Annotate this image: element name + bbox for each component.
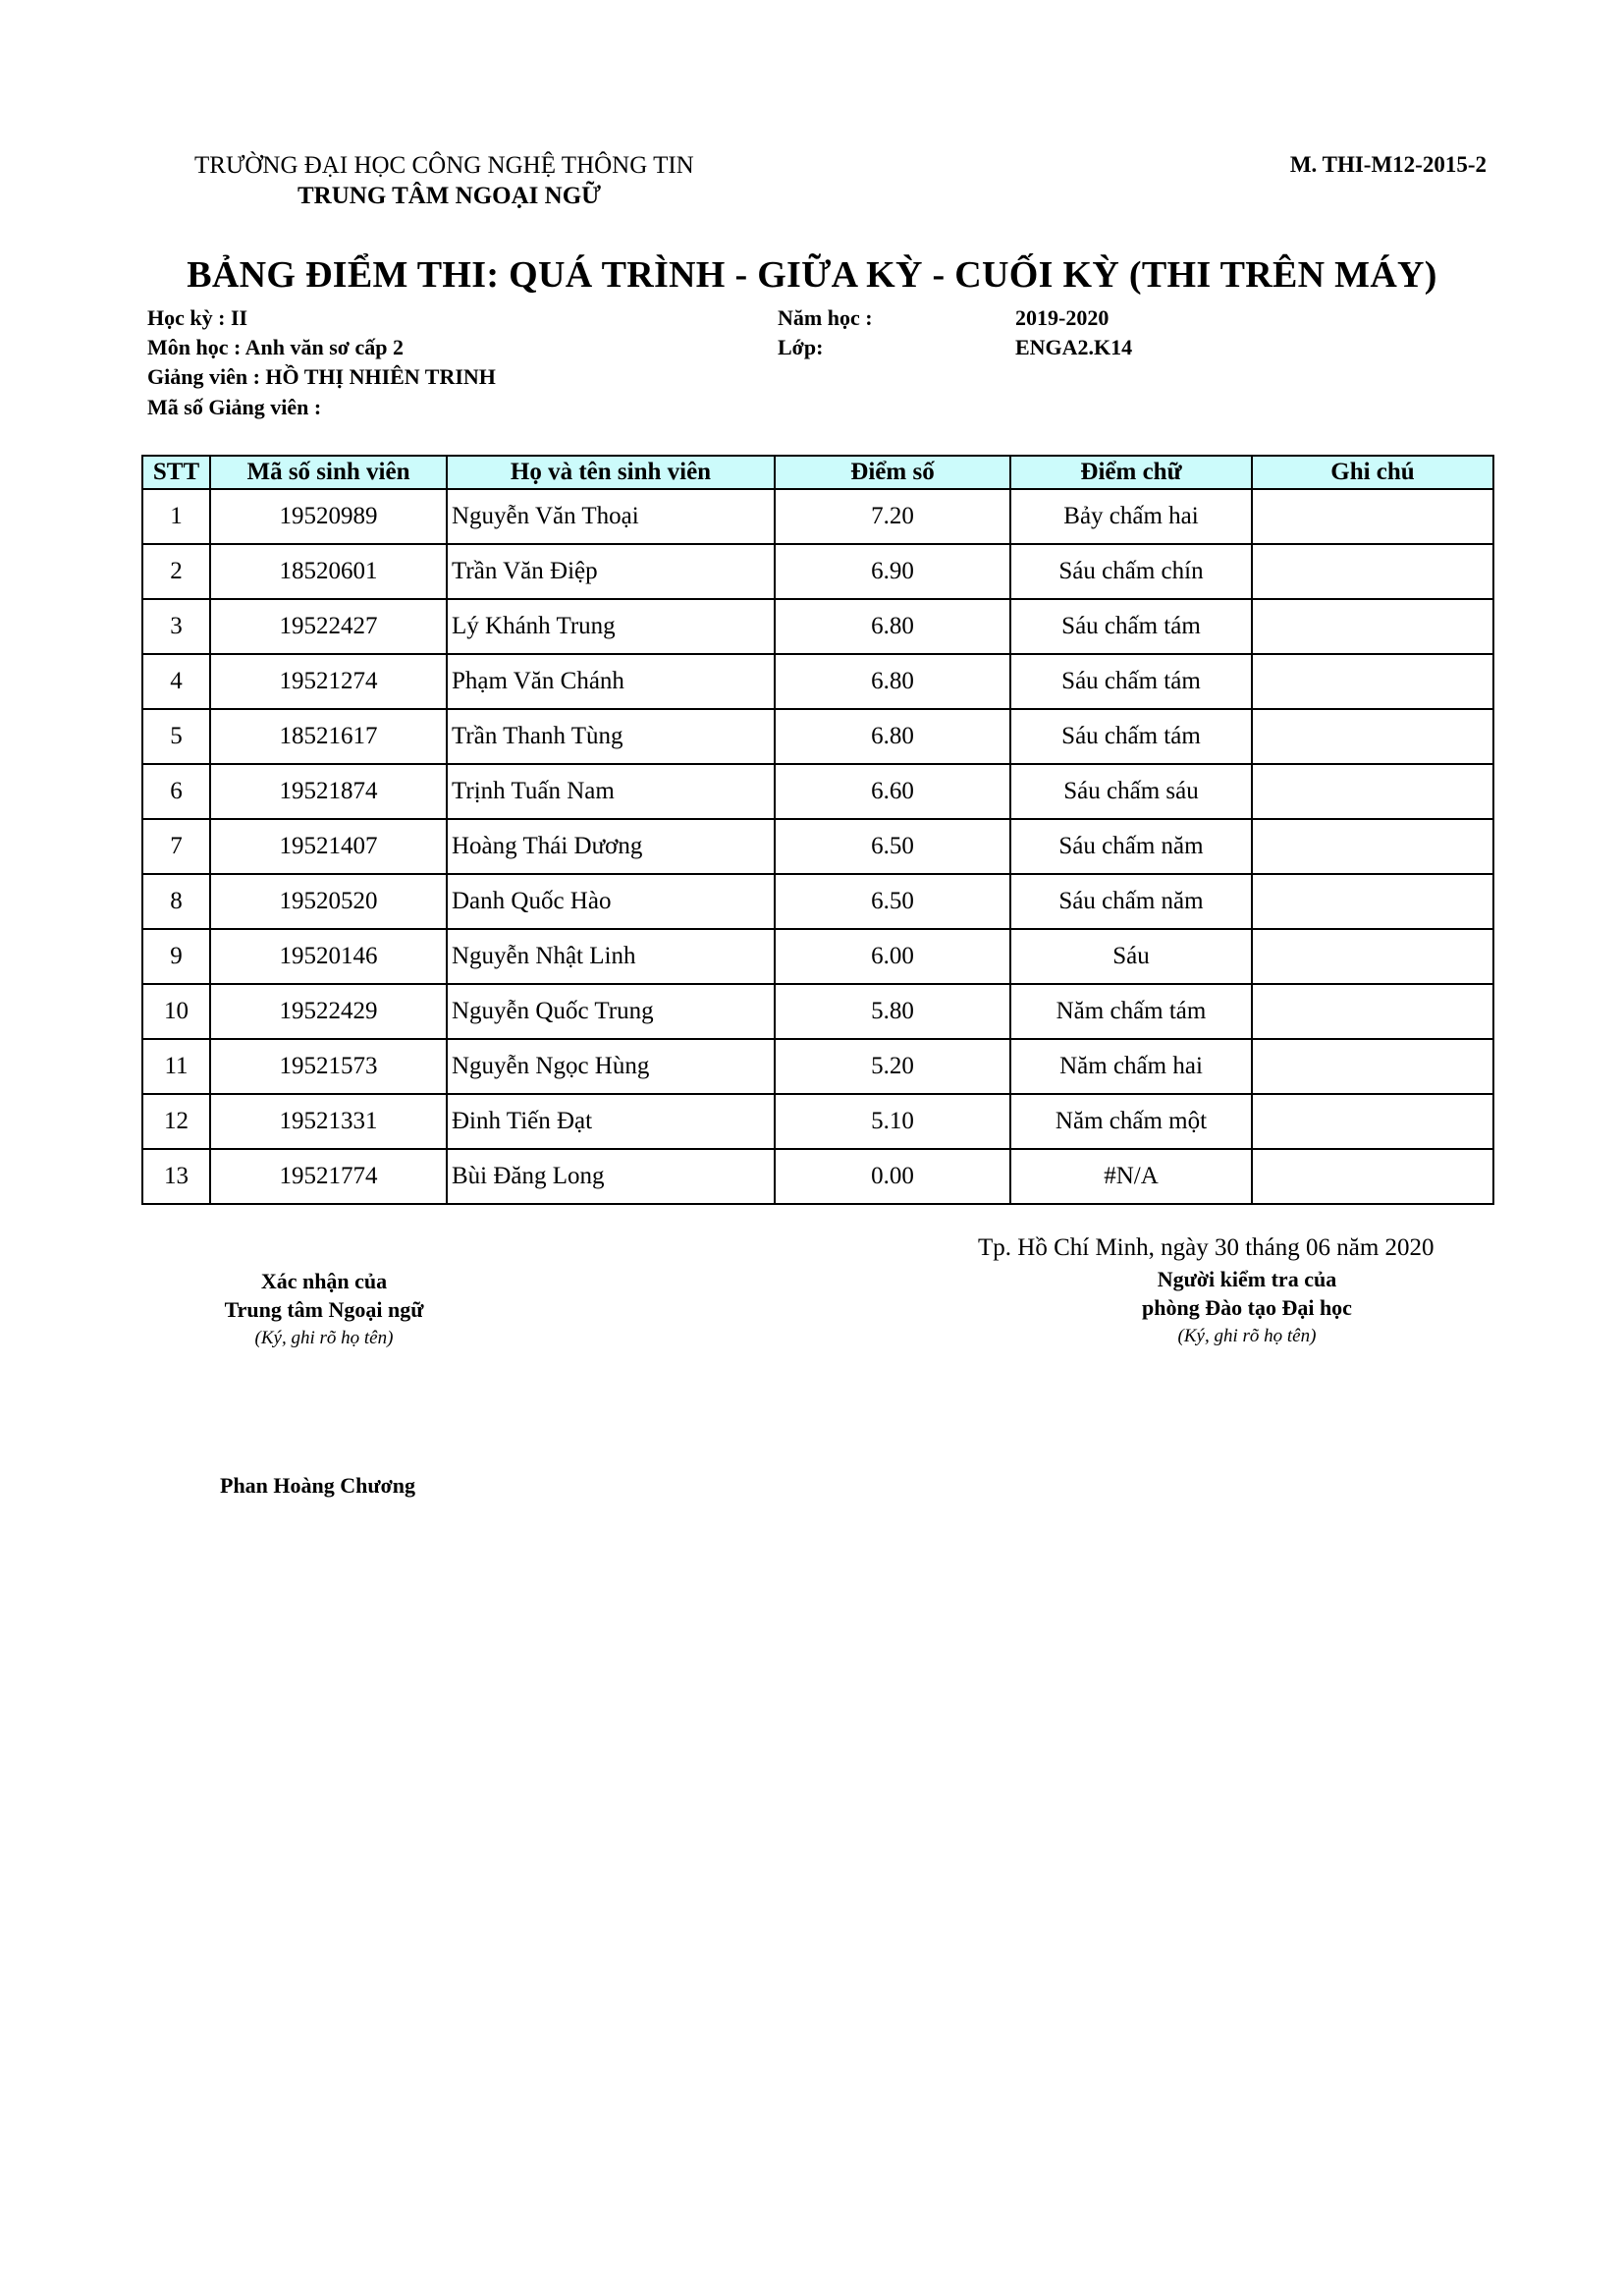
left-signature-block xyxy=(177,1267,471,1352)
lecturer-id: Mã số Giảng viên : xyxy=(147,395,322,419)
cell-stt: 6 xyxy=(142,764,210,819)
header-note: Ghi chú xyxy=(1252,456,1493,489)
left-sig-line2: Trung tâm Ngoại ngữ xyxy=(224,1297,424,1322)
signer-name: Phan Hoàng Chương xyxy=(220,1473,415,1498)
cell-student-id: 19521774 xyxy=(210,1149,447,1204)
table-row xyxy=(142,709,1493,764)
cell-student-name: Hoàng Thái Dương xyxy=(447,819,775,874)
school-name: TRƯỜNG ĐẠI HỌC CÔNG NGHỆ THÔNG TIN xyxy=(194,152,694,179)
cell-stt: 3 xyxy=(142,599,210,654)
cell-score: 6.60 xyxy=(775,764,1010,819)
cell-student-id: 18520601 xyxy=(210,544,447,599)
table-header-row xyxy=(142,456,1493,489)
cell-score-words: Sáu chấm chín xyxy=(1010,544,1252,599)
cell-score-words: Sáu chấm sáu xyxy=(1010,764,1252,819)
cell-score-words: Bảy chấm hai xyxy=(1010,489,1252,544)
cell-score: 6.80 xyxy=(775,654,1010,709)
cell-score: 6.80 xyxy=(775,709,1010,764)
cell-student-id: 19520146 xyxy=(210,929,447,984)
year-value: 2019-2020 xyxy=(1015,305,1110,330)
cell-student-id: 19520520 xyxy=(210,874,447,929)
cell-score: 0.00 xyxy=(775,1149,1010,1204)
table-row xyxy=(142,1149,1493,1204)
cell-stt: 2 xyxy=(142,544,210,599)
cell-note xyxy=(1252,544,1493,599)
right-sig-hint: (Ký, ghi rõ họ tên) xyxy=(1177,1326,1317,1346)
cell-student-name: Danh Quốc Hào xyxy=(447,874,775,929)
cell-student-name: Bùi Đăng Long xyxy=(447,1149,775,1204)
table-row xyxy=(142,984,1493,1039)
cell-score: 5.80 xyxy=(775,984,1010,1039)
table-row xyxy=(142,819,1493,874)
header-student-name: Họ và tên sinh viên xyxy=(447,456,775,489)
cell-score-words: Năm chấm tám xyxy=(1010,984,1252,1039)
cell-student-id: 19521331 xyxy=(210,1094,447,1149)
cell-stt: 5 xyxy=(142,709,210,764)
left-sig-line1: Xác nhận của xyxy=(260,1269,388,1293)
cell-stt: 8 xyxy=(142,874,210,929)
cell-score-words: Sáu chấm tám xyxy=(1010,709,1252,764)
cell-stt: 7 xyxy=(142,819,210,874)
cell-score-words: Sáu chấm năm xyxy=(1010,874,1252,929)
cell-score: 6.00 xyxy=(775,929,1010,984)
table-row xyxy=(142,874,1493,929)
cell-student-id: 18521617 xyxy=(210,709,447,764)
header-student-id: Mã số sinh viên xyxy=(210,456,447,489)
cell-score-words: Năm chấm hai xyxy=(1010,1039,1252,1094)
cell-stt: 13 xyxy=(142,1149,210,1204)
cell-student-name: Nguyễn Văn Thoại xyxy=(447,489,775,544)
cell-student-id: 19522429 xyxy=(210,984,447,1039)
cell-score: 6.50 xyxy=(775,874,1010,929)
cell-stt: 10 xyxy=(142,984,210,1039)
semester: Học kỳ : II xyxy=(147,305,248,330)
cell-student-name: Nguyễn Nhật Linh xyxy=(447,929,775,984)
left-sig-hint: (Ký, ghi rõ họ tên) xyxy=(254,1328,394,1348)
table-row xyxy=(142,544,1493,599)
cell-stt: 12 xyxy=(142,1094,210,1149)
table-row xyxy=(142,929,1493,984)
cell-note xyxy=(1252,1149,1493,1204)
footer-date: Tp. Hồ Chí Minh, ngày 30 tháng 06 năm 2020 xyxy=(978,1234,1435,1261)
lecturer: Giảng viên : HỒ THỊ NHIÊN TRINH xyxy=(147,364,496,389)
table-row xyxy=(142,764,1493,819)
cell-student-name: Lý Khánh Trung xyxy=(447,599,775,654)
table-row xyxy=(142,599,1493,654)
right-sig-line1: Người kiểm tra của xyxy=(1157,1267,1337,1291)
header-score: Điểm số xyxy=(775,456,1010,489)
cell-score-words: Sáu chấm năm xyxy=(1010,819,1252,874)
table-row xyxy=(142,1094,1493,1149)
header-stt: STT xyxy=(142,456,210,489)
cell-student-name: Trịnh Tuấn Nam xyxy=(447,764,775,819)
table-row xyxy=(142,1039,1493,1094)
cell-stt: 1 xyxy=(142,489,210,544)
cell-stt: 11 xyxy=(142,1039,210,1094)
cell-score-words: Sáu chấm tám xyxy=(1010,599,1252,654)
cell-score: 7.20 xyxy=(775,489,1010,544)
cell-student-name: Phạm Văn Chánh xyxy=(447,654,775,709)
cell-student-name: Nguyễn Ngọc Hùng xyxy=(447,1039,775,1094)
table-row xyxy=(142,489,1493,544)
cell-score-words: Năm chấm một xyxy=(1010,1094,1252,1149)
subject: Môn học : Anh văn sơ cấp 2 xyxy=(147,335,404,359)
form-code: M. THI-M12-2015-2 xyxy=(1289,152,1487,177)
cell-score: 5.10 xyxy=(775,1094,1010,1149)
cell-note xyxy=(1252,764,1493,819)
cell-note xyxy=(1252,1094,1493,1149)
cell-note xyxy=(1252,489,1493,544)
class-label: Lớp: xyxy=(778,335,824,359)
right-signature-block xyxy=(1100,1265,1394,1350)
cell-score-words: Sáu xyxy=(1010,929,1252,984)
grades-table xyxy=(141,455,1494,1205)
cell-student-id: 19520989 xyxy=(210,489,447,544)
cell-student-name: Trần Thanh Tùng xyxy=(447,709,775,764)
cell-stt: 9 xyxy=(142,929,210,984)
cell-student-id: 19522427 xyxy=(210,599,447,654)
cell-note xyxy=(1252,599,1493,654)
cell-student-id: 19521874 xyxy=(210,764,447,819)
cell-note xyxy=(1252,654,1493,709)
document-title: BẢNG ĐIỂM THI: QUÁ TRÌNH - GIỮA KỲ - CUỐI KỲ (THI TRÊN MÁY) xyxy=(187,254,1437,296)
center-name: TRUNG TÂM NGOẠI NGỮ xyxy=(298,183,602,209)
cell-note xyxy=(1252,929,1493,984)
cell-note xyxy=(1252,984,1493,1039)
cell-score: 5.20 xyxy=(775,1039,1010,1094)
cell-student-id: 19521407 xyxy=(210,819,447,874)
cell-student-name: Trần Văn Điệp xyxy=(447,544,775,599)
cell-stt: 4 xyxy=(142,654,210,709)
cell-score: 6.80 xyxy=(775,599,1010,654)
table-row xyxy=(142,654,1493,709)
cell-student-id: 19521573 xyxy=(210,1039,447,1094)
cell-score-words: #N/A xyxy=(1010,1149,1252,1204)
year-label: Năm học : xyxy=(778,305,873,330)
header-score-words: Điểm chữ xyxy=(1010,456,1252,489)
cell-note xyxy=(1252,874,1493,929)
class-value: ENGA2.K14 xyxy=(1015,335,1133,359)
cell-score-words: Sáu chấm tám xyxy=(1010,654,1252,709)
cell-student-id: 19521274 xyxy=(210,654,447,709)
cell-note xyxy=(1252,1039,1493,1094)
cell-score: 6.50 xyxy=(775,819,1010,874)
cell-note xyxy=(1252,709,1493,764)
cell-student-name: Đinh Tiến Đạt xyxy=(447,1094,775,1149)
cell-score: 6.90 xyxy=(775,544,1010,599)
cell-student-name: Nguyễn Quốc Trung xyxy=(447,984,775,1039)
cell-note xyxy=(1252,819,1493,874)
right-sig-line2: phòng Đào tạo Đại học xyxy=(1142,1295,1352,1320)
